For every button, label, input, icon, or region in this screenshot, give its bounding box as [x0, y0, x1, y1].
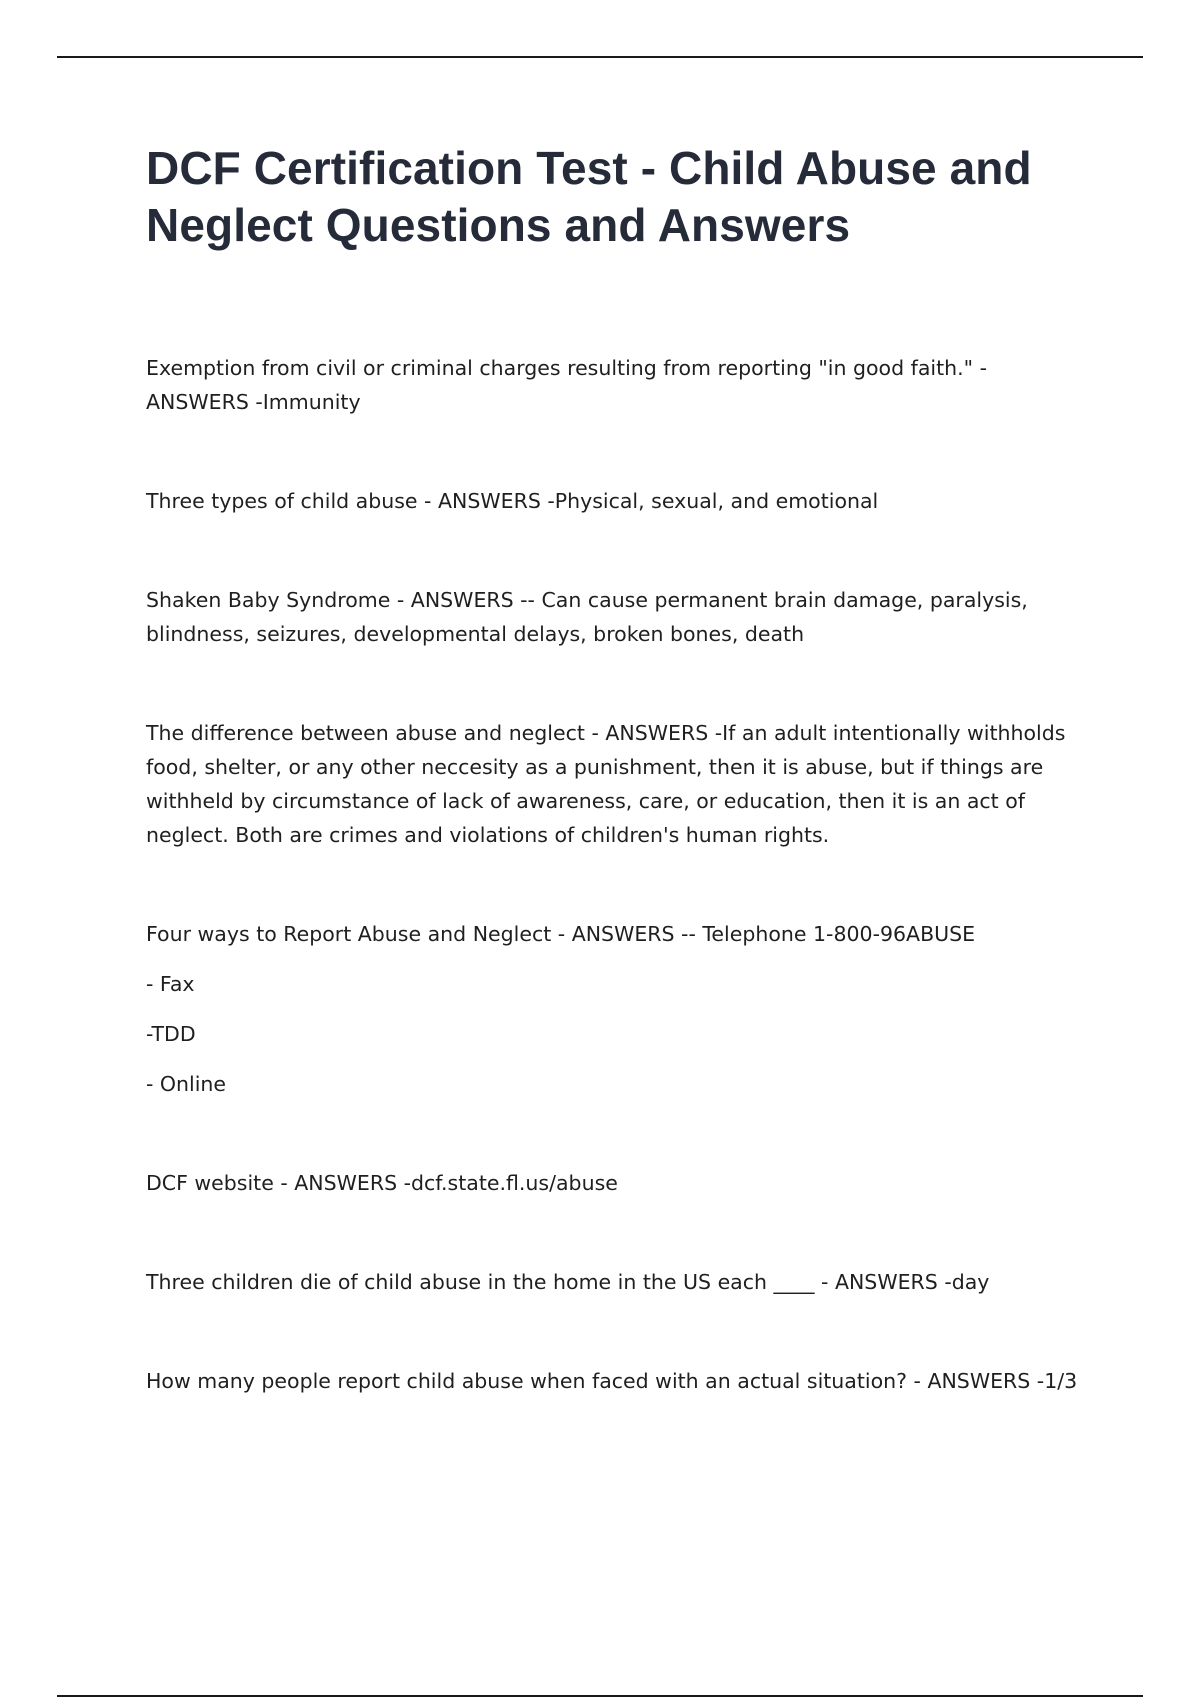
qa-text: Shaken Baby Syndrome - ANSWERS -- Can cause permanent brain damage, paralysis, blindness, seizures, developmental delays, broken bones, death — [146, 588, 1028, 646]
qa-item — [146, 1364, 1086, 1398]
qa-item — [146, 351, 1086, 419]
document-title: DCF Certification Test - Child Abuse and Neglect Questions and Answers — [146, 142, 1032, 251]
qa-text: Exemption from civil or criminal charges resulting from reporting "in good faith." - ANSWERS -Immunity — [146, 356, 987, 414]
top-rule — [57, 56, 1143, 58]
qa-item — [146, 583, 1086, 651]
qa-item — [146, 1265, 1086, 1299]
qa-item — [146, 917, 1086, 1101]
bottom-rule — [57, 1695, 1143, 1697]
qa-item — [146, 1166, 1086, 1200]
qa-list — [146, 351, 1086, 1398]
qa-text: Four ways to Report Abuse and Neglect - ANSWERS -- Telephone 1-800-96ABUSE — [146, 922, 976, 946]
qa-text: Three types of child abuse - ANSWERS -Physical, sexual, and emotional — [146, 489, 879, 513]
qa-item — [146, 716, 1086, 852]
qa-sub-item: - Fax — [146, 972, 195, 996]
qa-item — [146, 484, 1086, 518]
qa-text: How many people report child abuse when faced with an actual situation? - ANSWERS -1/3 — [146, 1369, 1078, 1393]
qa-text: The difference between abuse and neglect - ANSWERS -If an adult intentionally withholds food, shelter, or any other neccesity as a punishment, then it is abuse, but if things are withheld by circumstance of lack of awareness, care, or education, then it is an act of neglect. Both are crimes and violations of children's human rights. — [146, 721, 1066, 847]
qa-text: DCF website - ANSWERS -dcf.state.fl.us/abuse — [146, 1171, 618, 1195]
qa-sub-item: - Online — [146, 1072, 227, 1096]
qa-sub-item: -TDD — [146, 1022, 196, 1046]
qa-text: Three children die of child abuse in the home in the US each ____ - ANSWERS -day — [146, 1270, 990, 1294]
document-body — [146, 140, 1086, 1463]
